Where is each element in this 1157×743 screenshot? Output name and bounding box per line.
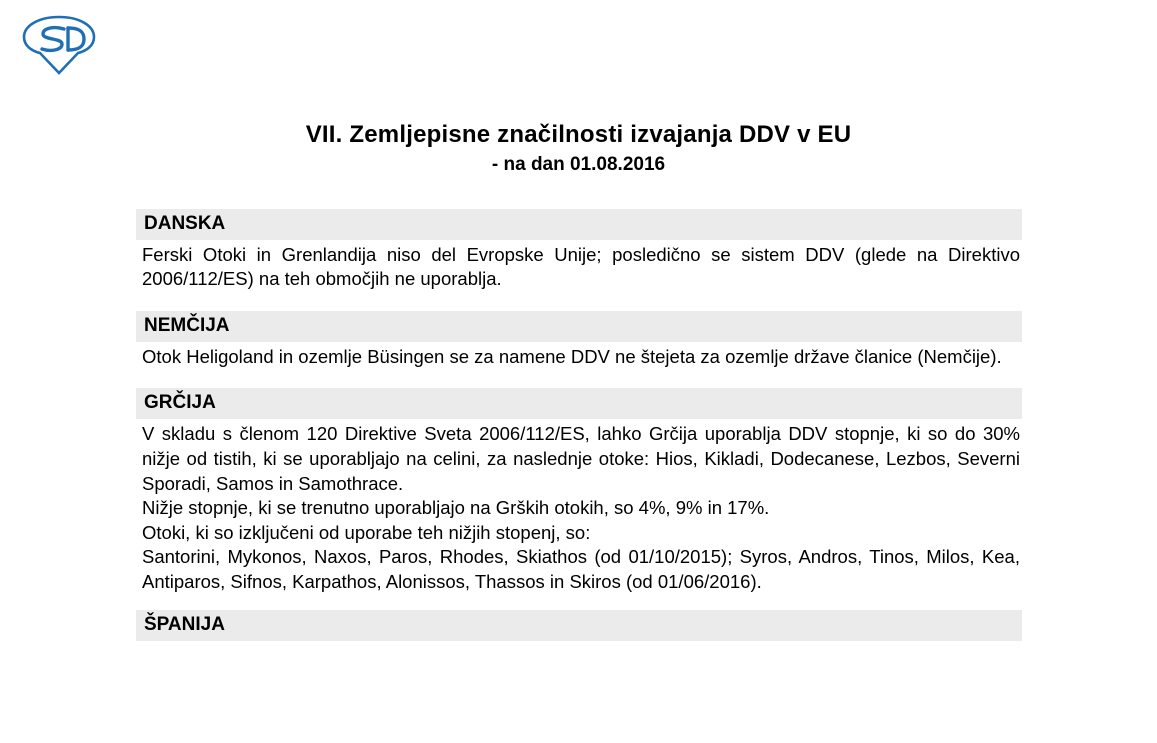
company-logo-icon (18, 14, 100, 76)
paragraph: V skladu s členom 120 Direktive Sveta 2006/112/ES, lahko Grčija uporablja DDV stopnje, ki so do 30% nižje od tistih, ki se uporabljajo na celini, za naslednje otoke: Hios, Kikladi, Dodecanese, Lezbos, Severni Sporadi, Samos in Samothrace. (142, 423, 1020, 494)
section-danska (136, 209, 1022, 292)
section-body (136, 419, 1022, 594)
paragraph: Santorini, Mykonos, Naxos, Paros, Rhodes, Skiathos (od 01/10/2015); Syros, Andros, Tinos, Milos, Kea, Antiparos, Sifnos, Karpathos, Alonissos, Thassos in Skiros (od 01/06/2016). (142, 546, 1020, 592)
section-heading: DANSKA (136, 209, 1022, 240)
paragraph: Otoki, ki so izključeni od uporabe teh nižjih stopenj, so: (142, 521, 591, 543)
spacer (136, 292, 1022, 311)
page-title: VII. Zemljepisne značilnosti izvajanja DDV v EU (305, 121, 852, 148)
section-grcija (136, 388, 1022, 594)
page-title-block (0, 120, 1157, 177)
spacer (136, 369, 1022, 388)
paragraph: Nižje stopnje, ki se trenutno uporabljajo na Grških otokih, so 4%, 9% in 17%. (142, 497, 770, 519)
spacer (136, 594, 1022, 610)
section-body (136, 240, 1022, 292)
section-heading: GRČIJA (136, 388, 1022, 419)
section-heading: NEMČIJA (136, 311, 1022, 342)
section-body (136, 342, 1022, 370)
document-content (136, 209, 1022, 641)
section-heading: ŠPANIJA (136, 610, 1022, 641)
paragraph: Otok Heligoland in ozemlje Büsingen se za namene DDV ne štejeta za ozemlje države članice (Nemčije). (142, 345, 1002, 367)
paragraph: Ferski Otoki in Grenlandija niso del Evropske Unije; posledično se sistem DDV (glede na Direktivo 2006/112/ES) na teh območjih ne uporablja. (142, 243, 1020, 290)
page-subtitle: - na dan 01.08.2016 (491, 154, 666, 175)
section-nemcija (136, 311, 1022, 369)
section-spanija (136, 610, 1022, 641)
